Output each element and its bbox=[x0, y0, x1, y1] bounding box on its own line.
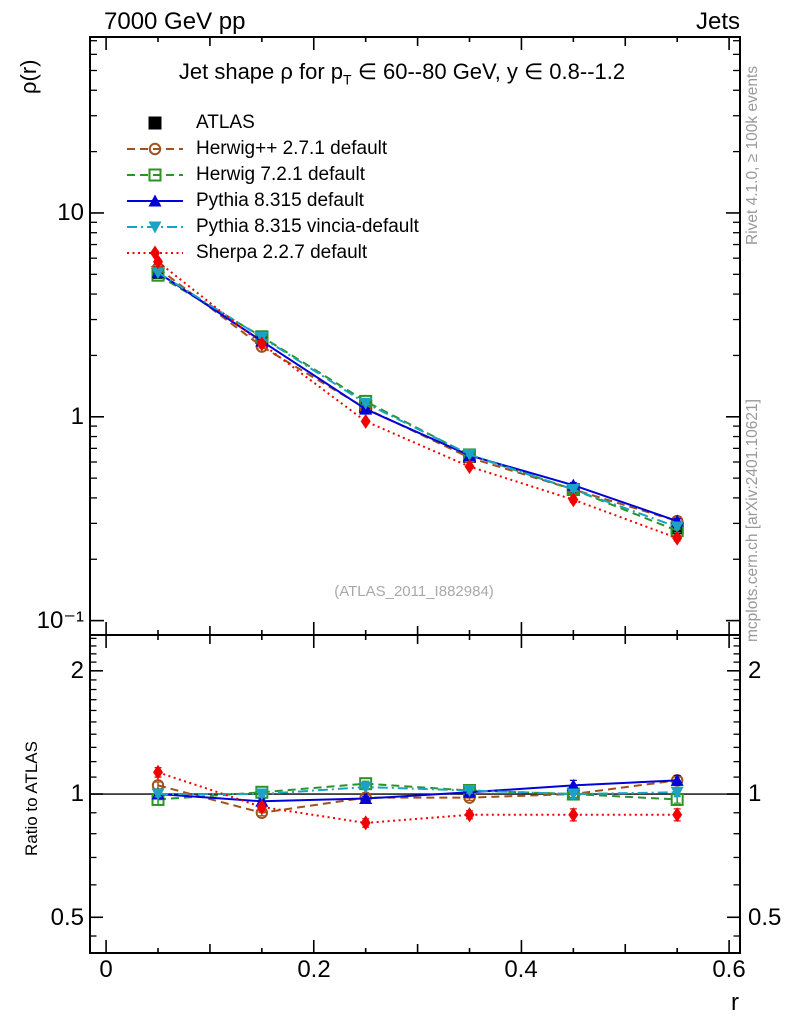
plot-title-suffix: ∈ 60--80 GeV, y ∈ 0.8--1.2 bbox=[351, 59, 626, 84]
legend-label-sherpa: Sherpa 2.2.7 default bbox=[196, 242, 368, 263]
legend-marker-herwig7-icon bbox=[126, 164, 184, 186]
legend-label-herwig7: Herwig 7.2.1 default bbox=[196, 164, 365, 185]
legend-item-sherpa bbox=[126, 240, 419, 266]
plot-title-prefix: Jet shape ρ for p bbox=[178, 59, 344, 84]
legend-item-pythia-vincia bbox=[126, 214, 419, 240]
legend-marker-sherpa-icon bbox=[126, 242, 184, 264]
main-ytick-0p1: 10⁻¹ bbox=[36, 607, 84, 634]
ratio-ytick-left-2: 2 bbox=[70, 657, 84, 684]
analysis-id-watermark: (ATLAS_2011_I882984) bbox=[334, 583, 494, 600]
xtick-0: 0 bbox=[99, 956, 113, 983]
analysis-type-label: Jets bbox=[695, 8, 740, 35]
legend-label-herwigpp: Herwig++ 2.7.1 default bbox=[196, 138, 388, 159]
legend-marker-herwigpp-icon bbox=[126, 138, 184, 160]
ratio-ytick-right-0p5: 0.5 bbox=[748, 904, 782, 931]
rivet-version-label: Rivet 4.1.0, ≥ 100k events bbox=[744, 65, 761, 245]
ratio-ytick-right-2: 2 bbox=[748, 657, 762, 684]
plot-title bbox=[179, 59, 625, 87]
xtick-0p4: 0.4 bbox=[504, 956, 538, 983]
main-y-axis-label: ρ(r) bbox=[16, 59, 41, 94]
legend-label-pythia-vincia: Pythia 8.315 vincia-default bbox=[196, 216, 419, 237]
legend-item-herwigpp bbox=[126, 136, 419, 162]
legend-item-pythia-default bbox=[126, 188, 419, 214]
legend-label-pythia-default: Pythia 8.315 default bbox=[196, 190, 364, 211]
ratio-y-axis-label: Ratio to ATLAS bbox=[22, 741, 41, 856]
plot-title-subscript: T bbox=[343, 71, 352, 88]
x-axis-label: r bbox=[731, 989, 739, 1016]
legend-marker-atlas-icon bbox=[126, 112, 184, 134]
beam-energy-label: 7000 GeV pp bbox=[104, 8, 246, 35]
mcplots-reference-label: mcplots.cern.ch [arXiv:2401.10621] bbox=[744, 399, 761, 642]
ratio-ytick-right-1: 1 bbox=[748, 780, 762, 807]
legend-item-atlas bbox=[126, 110, 419, 136]
main-ytick-1: 1 bbox=[70, 403, 84, 430]
legend-label-atlas: ATLAS bbox=[196, 112, 255, 133]
legend-marker-pythia-vincia-icon bbox=[126, 216, 184, 238]
legend bbox=[126, 110, 419, 266]
ratio-ytick-left-0p5: 0.5 bbox=[50, 904, 84, 931]
legend-marker-pythia-default-icon bbox=[126, 190, 184, 212]
legend-item-herwig7 bbox=[126, 162, 419, 188]
main-ytick-10: 10 bbox=[57, 199, 84, 226]
xtick-0p6: 0.6 bbox=[712, 956, 746, 983]
ratio-ytick-left-1: 1 bbox=[70, 780, 84, 807]
xtick-0p2: 0.2 bbox=[297, 956, 331, 983]
